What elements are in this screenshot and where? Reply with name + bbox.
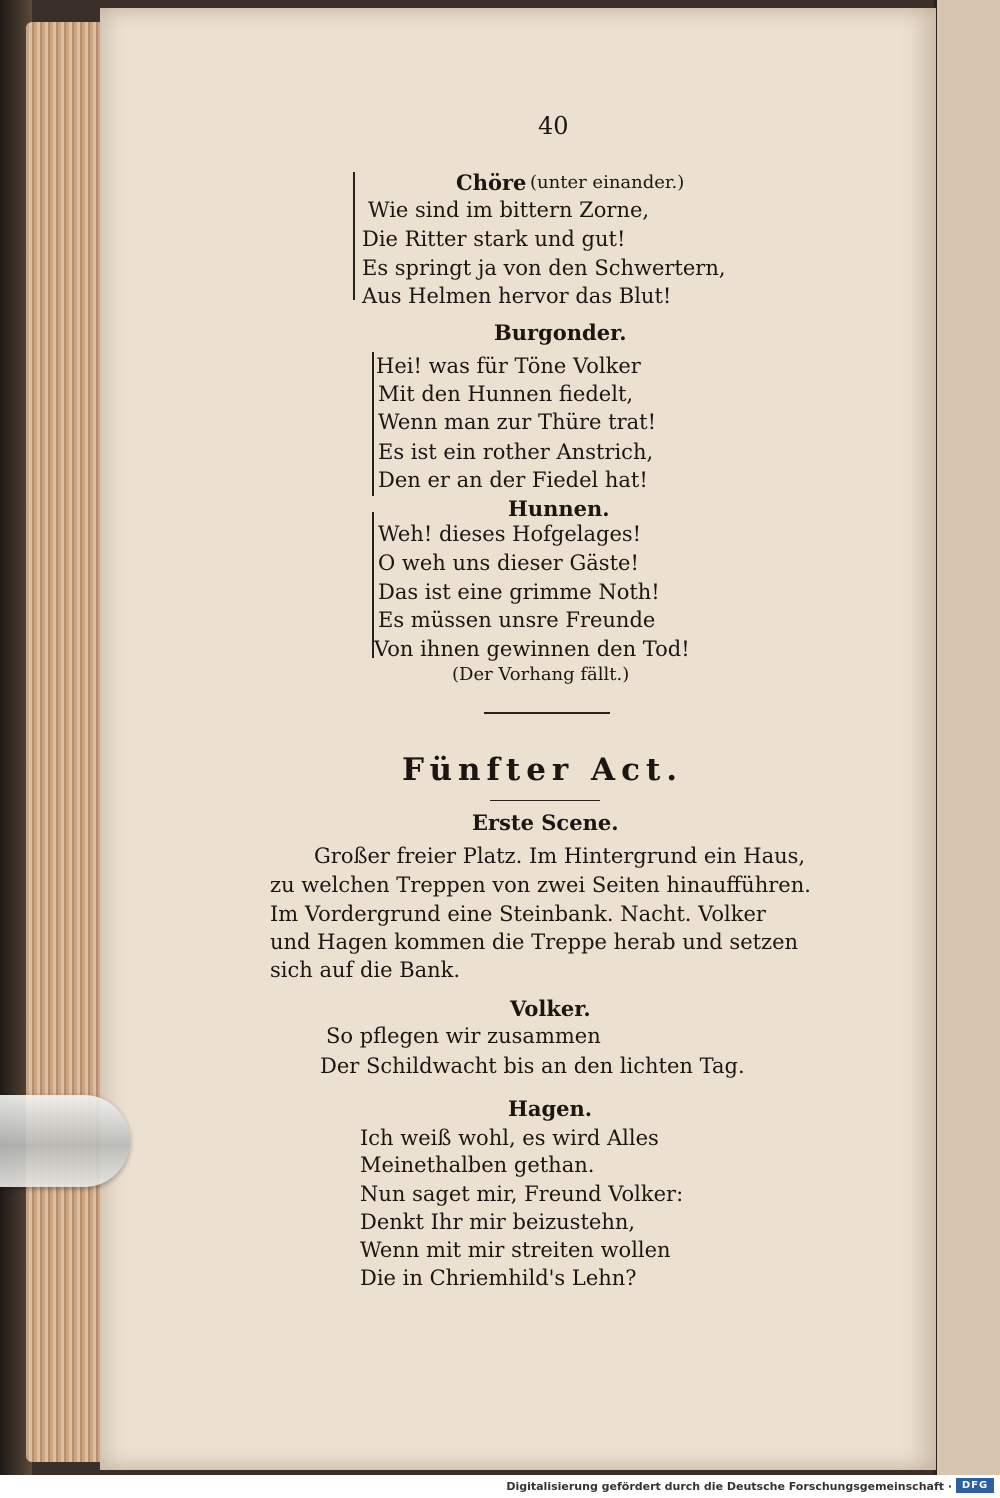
stage-direction-choere: (unter einander.)	[530, 172, 685, 193]
verse-line: Es springt ja von den Schwertern,	[362, 256, 726, 280]
speaker-hunnen: Hunnen.	[508, 496, 610, 521]
section-divider	[484, 712, 610, 714]
verse-line: Ich weiß wohl, es wird Alles	[360, 1126, 659, 1150]
verse-line: Die in Chriemhild's Lehn?	[360, 1266, 637, 1290]
facing-page-edge	[934, 0, 1000, 1480]
verse-line: Den er an der Fiedel hat!	[378, 468, 648, 492]
verse-line: Meinethalben gethan.	[360, 1153, 595, 1177]
verse-line: Der Schildwacht bis an den lichten Tag.	[320, 1054, 745, 1078]
verse-line: Aus Helmen hervor das Blut!	[362, 284, 672, 308]
verse-line: O weh uns dieser Gäste!	[378, 551, 639, 575]
page-holder-clip	[0, 1095, 130, 1187]
verse-line: Nun saget mir, Freund Volker:	[360, 1182, 684, 1206]
scene-description-line: Großer freier Platz. Im Hintergrund ein Haus,	[314, 844, 806, 868]
footer-credit: Digitalisierung gefördert durch die Deutsche Forschungsgemeinschaft ·	[506, 1480, 952, 1493]
verse-line: Von ihnen gewinnen den Tod!	[374, 637, 690, 661]
stage-direction-curtain: (Der Vorhang fällt.)	[452, 664, 630, 685]
scene-title: Erste Scene.	[472, 810, 619, 835]
verse-line: Hei! was für Töne Volker	[376, 354, 641, 378]
verse-line: Wie sind im bittern Zorne,	[368, 198, 650, 222]
verse-line: Weh! dieses Hofgelages!	[378, 522, 642, 546]
verse-line: Es ist ein rother Anstrich,	[378, 440, 654, 464]
verse-line: Mit den Hunnen fiedelt,	[378, 382, 634, 406]
page-number: 40	[538, 112, 569, 140]
scene-description-line: zu welchen Treppen von zwei Seiten hinaufführen.	[270, 873, 811, 897]
verse-bracket	[372, 352, 374, 496]
verse-line: Das ist eine grimme Noth!	[378, 580, 660, 604]
act-title: Fünfter Act.	[402, 752, 684, 788]
speaker-choere: Chöre	[456, 170, 527, 195]
scene-description-line: und Hagen kommen die Treppe herab und setzen	[270, 930, 799, 954]
scene-description-line: sich auf die Bank.	[270, 958, 461, 982]
page-stack-edge	[26, 22, 108, 1462]
verse-line: Wenn mit mir streiten wollen	[360, 1238, 671, 1262]
verse-line: Denkt Ihr mir beizustehn,	[360, 1210, 636, 1234]
speaker-burgonder: Burgonder.	[494, 320, 627, 345]
title-underline	[490, 800, 600, 801]
verse-bracket	[353, 172, 355, 300]
dfg-logo: DFG	[956, 1478, 994, 1493]
verse-line: Die Ritter stark und gut!	[362, 227, 626, 251]
speaker-volker: Volker.	[510, 996, 591, 1021]
verse-line: Es müssen unsre Freunde	[378, 608, 656, 632]
verse-line: So pflegen wir zusammen	[326, 1024, 601, 1048]
scene-description-line: Im Vordergrund eine Steinbank. Nacht. Volker	[270, 902, 766, 926]
verse-line: Wenn man zur Thüre trat!	[378, 410, 657, 434]
speaker-hagen: Hagen.	[508, 1096, 593, 1121]
